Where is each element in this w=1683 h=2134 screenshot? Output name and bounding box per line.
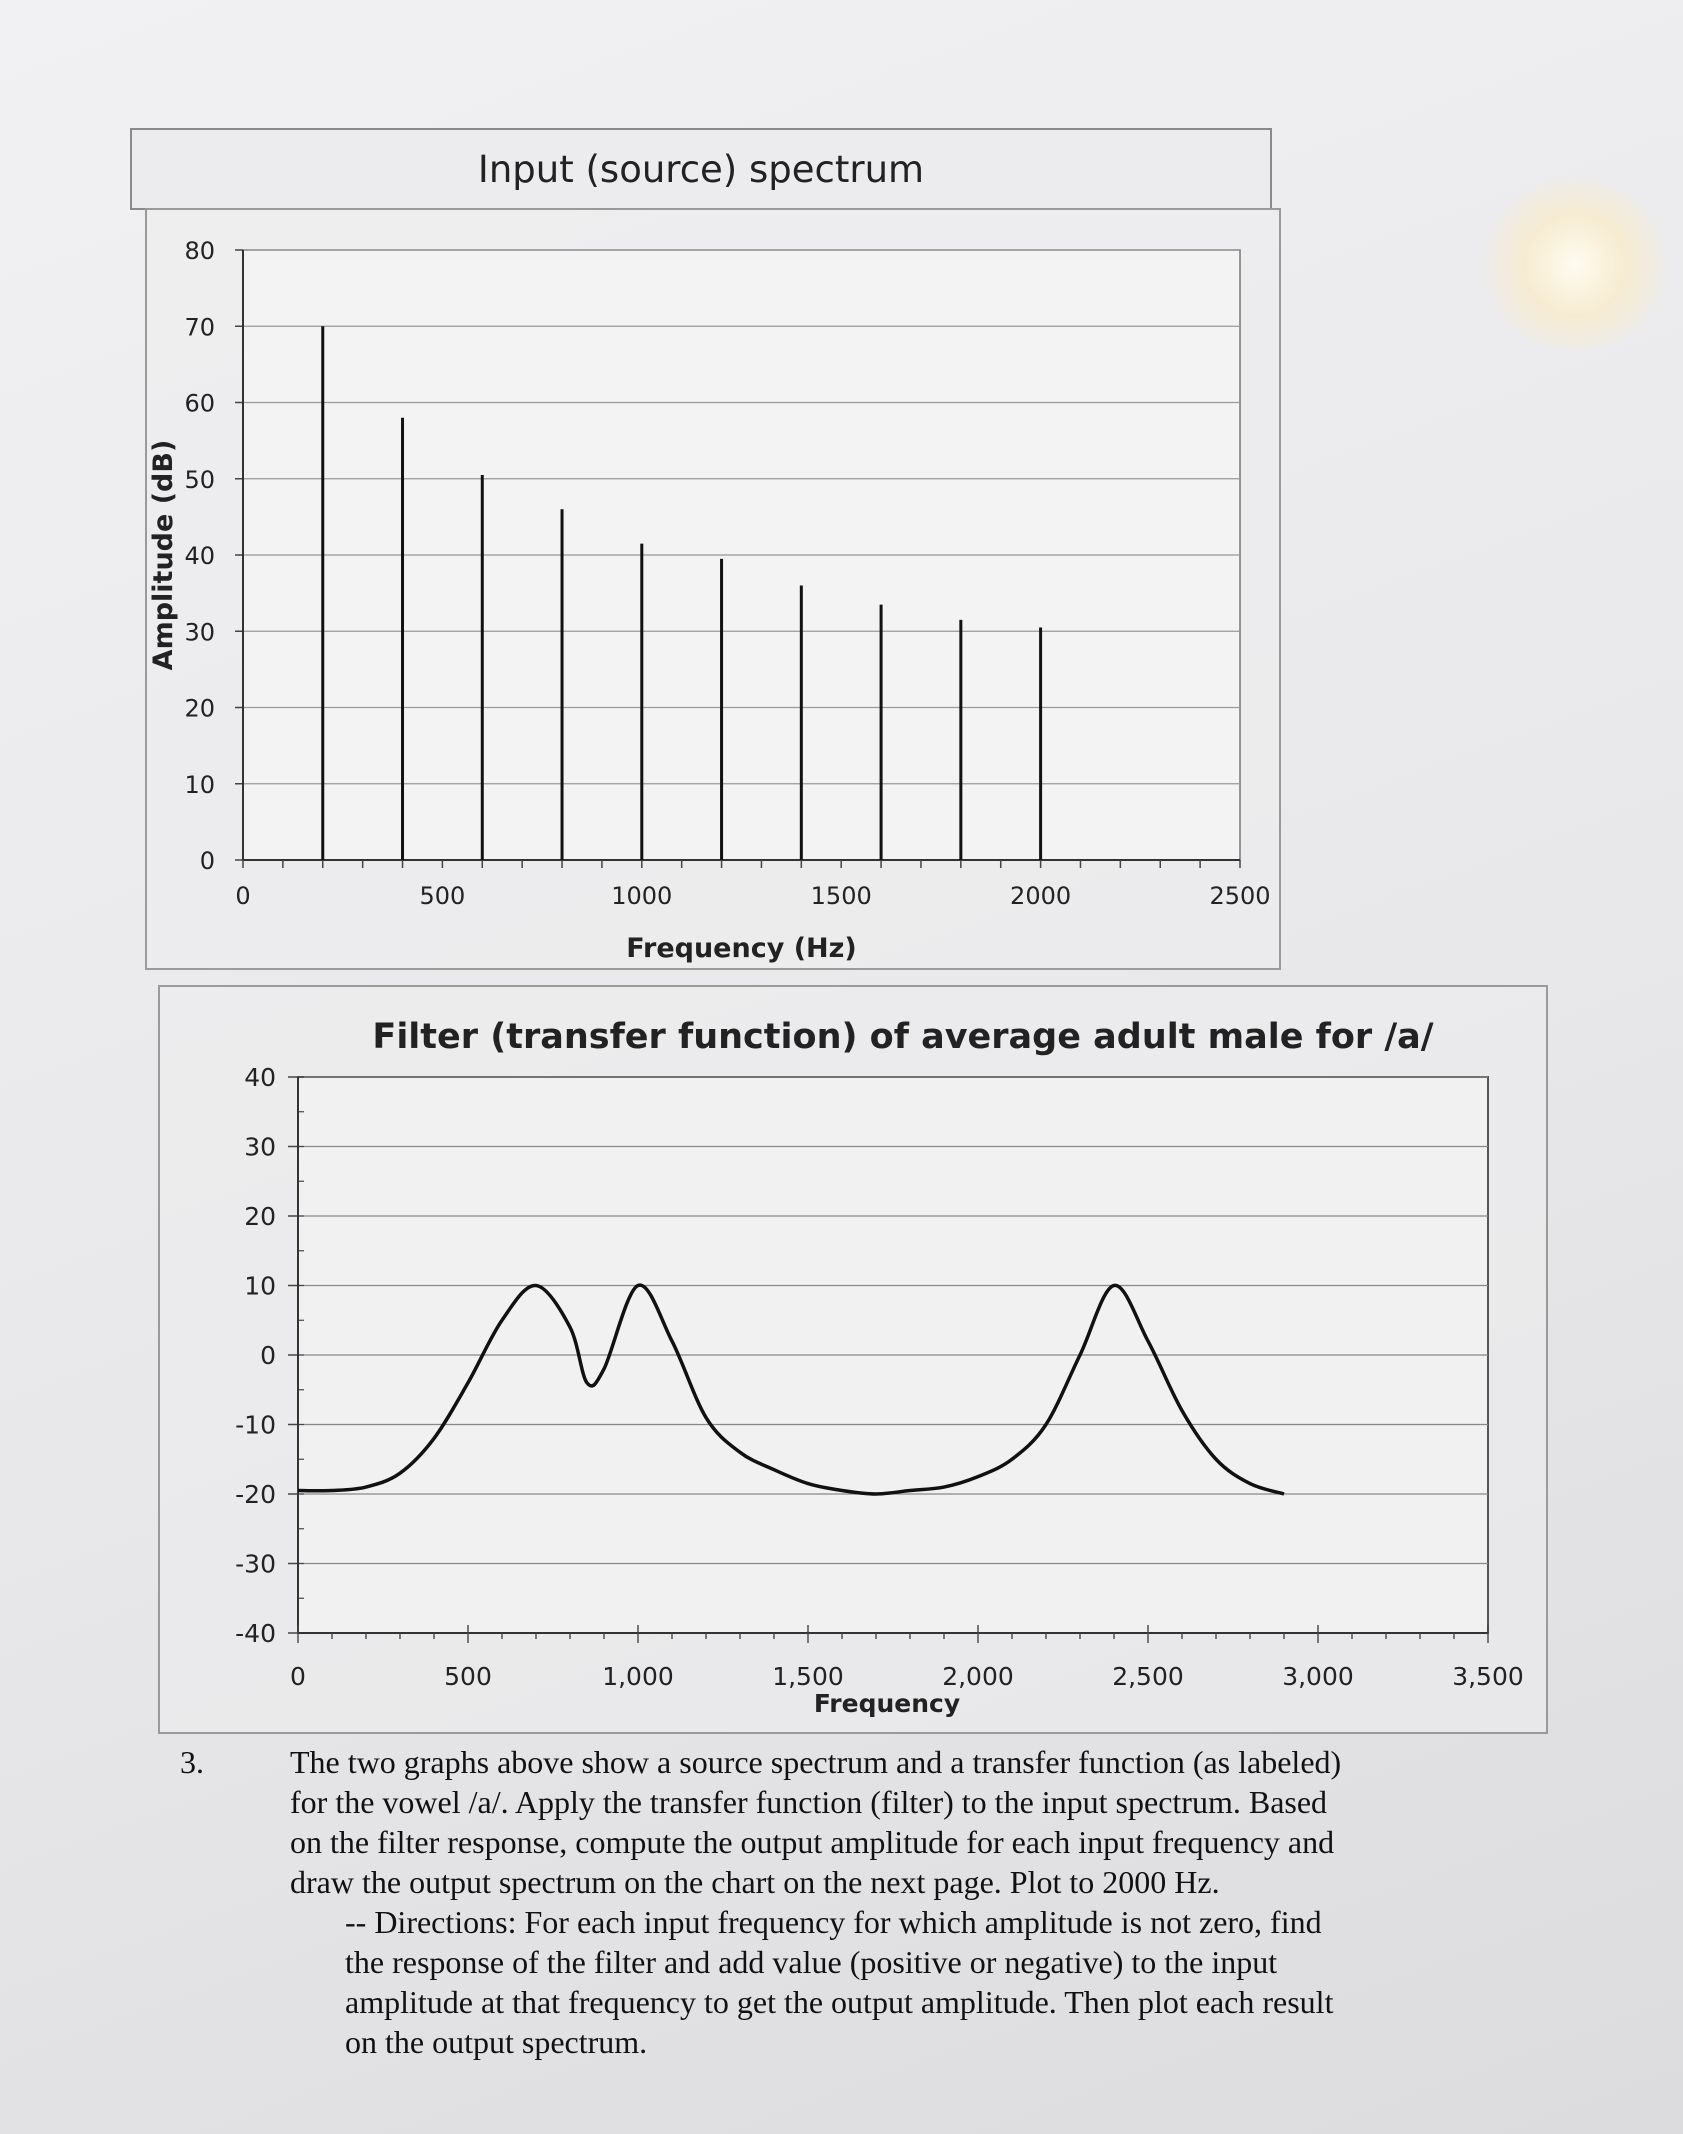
y-tick-label: 80 xyxy=(184,237,215,265)
question-line: draw the output spectrum on the chart on the next page. Plot to 2000 Hz. xyxy=(290,1864,1220,1900)
filter-chart-title: Filter (transfer function) of average adult male for /a/ xyxy=(372,1017,1434,1057)
x-tick-label: 0 xyxy=(235,882,251,910)
x-tick-label: 1,500 xyxy=(772,1662,844,1691)
directions-line: amplitude at that frequency to get the output amplitude. Then plot each result xyxy=(345,1984,1334,2020)
y-tick-label: -20 xyxy=(235,1480,276,1509)
y-tick-label: 20 xyxy=(184,694,215,723)
y-tick-label: 30 xyxy=(244,1132,276,1162)
y-tick-label: -30 xyxy=(235,1549,276,1579)
x-tick-label: 2,500 xyxy=(1112,1662,1184,1691)
x-tick-label: 3,000 xyxy=(1282,1662,1354,1691)
y-tick-label: 70 xyxy=(184,313,215,342)
y-tick-label: -10 xyxy=(235,1410,276,1440)
x-tick-label: 2,000 xyxy=(942,1662,1014,1691)
y-tick-label: 60 xyxy=(184,389,215,418)
question-number: 3. xyxy=(180,1744,204,1780)
y-tick-label: 40 xyxy=(184,542,215,570)
y-axis-title: Amplitude (dB) xyxy=(148,439,179,671)
input-spectrum-title: Input (source) spectrum xyxy=(477,147,925,191)
x-tick-label: 1,000 xyxy=(602,1662,674,1691)
x-tick-label: 2500 xyxy=(1209,882,1271,910)
question-text xyxy=(290,1742,1500,1902)
y-tick-label: 30 xyxy=(184,618,215,647)
x-tick-label: 1500 xyxy=(810,882,872,910)
x-tick-label: 3,500 xyxy=(1452,1662,1524,1691)
x-axis-title: Frequency xyxy=(813,1689,961,1718)
directions-line: on the output spectrum. xyxy=(345,2024,648,2060)
x-axis-title: Frequency (Hz) xyxy=(626,933,857,964)
y-tick-label: 10 xyxy=(184,770,215,799)
question-line: The two graphs above show a source spectrum and a transfer function (as labeled) xyxy=(290,1744,1342,1780)
y-tick-label: 20 xyxy=(244,1202,276,1231)
x-tick-label: 1000 xyxy=(611,882,673,910)
y-tick-label: -40 xyxy=(235,1619,276,1648)
y-tick-label: 0 xyxy=(199,847,215,875)
y-tick-label: 50 xyxy=(184,465,215,494)
question-line: on the filter response, compute the output amplitude for each input frequency and xyxy=(290,1824,1335,1860)
directions-line: -- Directions: For each input frequency for which amplitude is not zero, find xyxy=(345,1904,1322,1940)
x-tick-label: 500 xyxy=(419,882,466,910)
question-line: for the vowel /a/. Apply the transfer function (filter) to the input spectrum. Based xyxy=(290,1784,1328,1820)
y-tick-label: 10 xyxy=(244,1271,276,1301)
y-tick-label: 40 xyxy=(244,1063,276,1092)
directions-line: the response of the filter and add value (positive or negative) to the input xyxy=(345,1944,1278,1980)
y-tick-label: 0 xyxy=(260,1341,276,1370)
x-tick-label: 0 xyxy=(290,1662,306,1691)
x-tick-label: 2000 xyxy=(1010,882,1072,910)
x-tick-label: 500 xyxy=(444,1662,492,1691)
question-directions xyxy=(345,1902,1485,2062)
